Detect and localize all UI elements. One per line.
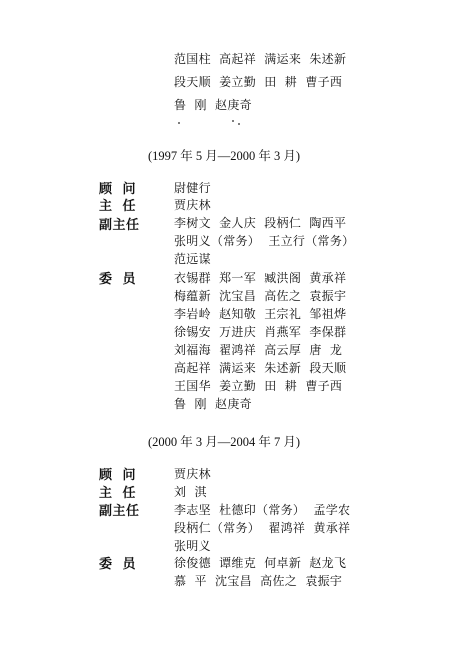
specks — [178, 122, 180, 124]
member-names-line: 衣锡群 郑一军 臧洪阁 黄承祥 — [174, 271, 347, 285]
top-line-3: 鲁 刚 赵庚奇 — [174, 98, 252, 112]
director-names: 贾庆林 — [174, 198, 211, 212]
member-names-line: 李岩岭 赵知敬 王宗礼 邹祖烨 — [174, 307, 347, 321]
deputy-names-line: 张明义 — [174, 539, 211, 553]
role-advisor: 顾 问 — [99, 468, 137, 483]
role-deputy-director: 副主任 — [99, 218, 140, 233]
member-names-line: 慕 平 沈宝昌 高佐之 袁振宇 — [174, 574, 343, 588]
deputy-names-line: 李志坚 杜德印（常务） 孟学农 — [174, 503, 351, 517]
director-names: 刘 淇 — [174, 485, 207, 499]
top-line-2: 段天顺 姜立勤 田 耕 曹子西 — [174, 75, 343, 89]
period-heading-2: (2000 年 3 月—2004 年 7 月) — [148, 435, 301, 449]
member-names-line: 刘福海 翟鸿祥 高云厚 唐 龙 — [174, 343, 343, 357]
deputy-names-line: 范远谋 — [174, 252, 211, 266]
member-names-line: 高起祥 满运来 朱述新 段天顺 — [174, 361, 347, 375]
deputy-names-line: 张明义（常务） 王立行（常务） — [174, 234, 355, 248]
role-members: 委 员 — [99, 557, 137, 572]
role-advisor: 顾 问 — [99, 182, 137, 197]
member-names-line: 徐锡安 万进庆 肖燕军 李保群 — [174, 325, 347, 339]
role-director: 主 任 — [99, 199, 137, 214]
member-names-line: 鲁 刚 赵庚奇 — [174, 397, 252, 411]
member-names-line: 徐俊德 谭维克 何卓新 赵龙飞 — [174, 556, 347, 570]
specks — [232, 120, 234, 122]
top-line-1: 范国柱 高起祥 满运来 朱述新 — [174, 52, 347, 66]
member-names-line: 梅蕴新 沈宝昌 高佐之 袁振宇 — [174, 289, 347, 303]
advisor-names: 贾庆林 — [174, 467, 211, 481]
advisor-names: 尉健行 — [174, 181, 211, 195]
role-deputy-director: 副主任 — [99, 504, 140, 519]
member-names-line: 王国华 姜立勤 田 耕 曹子西 — [174, 379, 343, 393]
role-members: 委 员 — [99, 272, 137, 287]
role-director: 主 任 — [99, 486, 137, 501]
period-heading-1: (1997 年 5 月—2000 年 3 月) — [148, 149, 301, 163]
deputy-names-line: 李树文 金人庆 段柄仁 陶西平 — [174, 216, 347, 230]
specks — [238, 123, 240, 125]
deputy-names-line: 段柄仁（常务） 翟鸿祥 黄承祥 — [174, 521, 351, 535]
